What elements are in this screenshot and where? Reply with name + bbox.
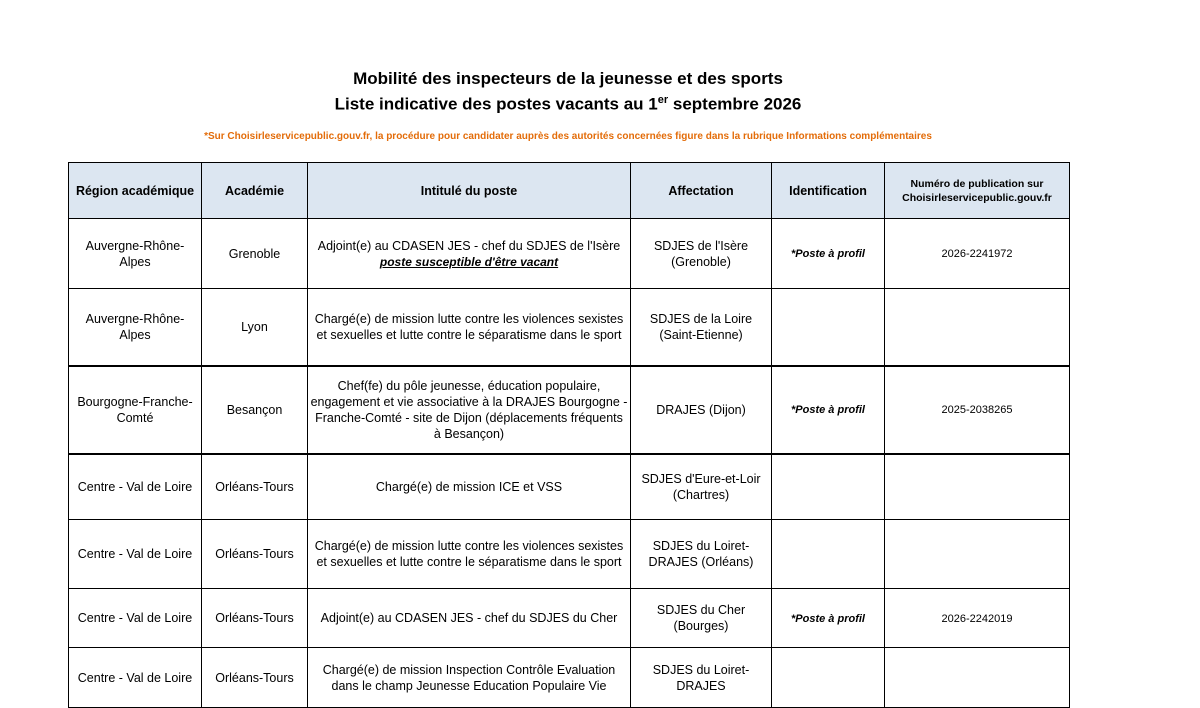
academie-cell [202, 589, 308, 648]
intitule-cell [308, 648, 631, 708]
intitule-cell-text: Chargé(e) de mission ICE et VSS [375, 479, 563, 494]
academie-cell-text: Grenoble [228, 246, 281, 261]
numero-cell [885, 454, 1070, 520]
affectation-cell [631, 454, 772, 520]
identification-cell [772, 648, 885, 708]
numero-cell-text: 2026-2242019 [941, 612, 1013, 625]
identification-cell [772, 520, 885, 589]
intitule-cell-text: Chargé(e) de mission Inspection Contrôle Evaluation dans le champ Jeunesse Education Populaire Vie [322, 662, 616, 693]
region-cell [69, 648, 202, 708]
intitule-cell [308, 520, 631, 589]
region-cell-text: Centre - Val de Loire [77, 547, 193, 561]
affectation-cell-text: SDJES du Cher (Bourges) [656, 603, 746, 633]
region-cell-text: Centre - Val de Loire [77, 479, 193, 494]
intitule-cell-text: Chargé(e) de mission lutte contre les violences sexistes et sexuelles et lutte contre le séparatisme dans le sport [314, 539, 624, 569]
identification-cell [772, 219, 885, 289]
region-cell [69, 454, 202, 520]
table-row [69, 589, 1070, 648]
header-intitule: Intitulé du poste [308, 163, 631, 219]
region-cell-text: Centre - Val de Loire [77, 611, 193, 625]
region-cell [69, 520, 202, 589]
table-row [69, 520, 1070, 589]
academie-cell-text: Orléans-Tours [215, 611, 294, 625]
subtitle-text: Liste indicative des postes vacants au 1 [334, 94, 658, 114]
intitule-cell [308, 589, 631, 648]
affectation-cell-text: SDJES de l'Isère (Grenoble) [653, 238, 749, 269]
affectation-cell-text: SDJES du Loiret-DRAJES [652, 662, 750, 693]
numero-cell [885, 219, 1070, 289]
region-cell [69, 589, 202, 648]
academie-cell [202, 289, 308, 366]
page-subtitle [0, 94, 1136, 115]
affectation-cell-text: SDJES du Loiret-DRAJES (Orléans) [648, 539, 754, 569]
table-row [69, 366, 1070, 454]
table-header [69, 163, 1070, 219]
intitule-cell-text: Adjoint(e) au CDASEN JES - chef du SDJES de l'Isère [317, 238, 621, 253]
numero-cell-text: 2026-2241972 [941, 248, 1013, 260]
academie-cell [202, 648, 308, 708]
intitule-cell-text: Adjoint(e) au CDASEN JES - chef du SDJES du Cher [320, 611, 618, 625]
academie-cell-text: Orléans-Tours [215, 547, 294, 561]
header-identification: Identification [772, 163, 885, 219]
affectation-cell [631, 219, 772, 289]
intitule-cell [308, 219, 631, 289]
page-title: Mobilité des inspecteurs de la jeunesse et des sports [353, 69, 783, 88]
academie-cell-text: Lyon [241, 319, 268, 334]
header-numero: Numéro de publication sur Choisirleservicepublic.gouv.fr [885, 163, 1070, 219]
academie-cell-text: Orléans-Tours [215, 670, 294, 685]
affectation-cell [631, 589, 772, 648]
intitule-cell [308, 289, 631, 366]
table-row [69, 648, 1070, 708]
numero-cell-text: 2025-2038265 [941, 404, 1013, 416]
identification-cell-text: *Poste à profil [791, 612, 865, 625]
header-affectation: Affectation [631, 163, 772, 219]
affectation-cell-text: SDJES d'Eure-et-Loir (Chartres) [641, 471, 761, 502]
identification-cell [772, 366, 885, 454]
region-cell [69, 289, 202, 366]
affectation-cell [631, 648, 772, 708]
region-cell-text: Centre - Val de Loire [77, 670, 193, 685]
subtitle-sup: er [657, 94, 669, 106]
numero-cell [885, 589, 1070, 648]
region-cell [69, 219, 202, 289]
region-cell [69, 366, 202, 454]
region-cell-text: Auvergne-Rhône-Alpes [85, 238, 185, 269]
affectation-cell [631, 520, 772, 589]
vacancy-note: poste susceptible d'être vacant [379, 254, 559, 269]
region-cell-text: Auvergne-Rhône-Alpes [85, 311, 185, 342]
table-row [69, 219, 1070, 289]
table-row [69, 454, 1070, 520]
intitule-cell-text: Chargé(e) de mission lutte contre les violences sexistes et sexuelles et lutte contre le séparatisme dans le sport [314, 311, 624, 342]
affectation-cell [631, 289, 772, 366]
academie-cell-text: Besançon [226, 402, 283, 417]
numero-cell [885, 520, 1070, 589]
application-note: *Sur Choisirleservicepublic.gouv.fr, la procédure pour candidater auprès des autorités concernées figure dans la rubrique Informations complémentaires [204, 131, 932, 142]
identification-cell [772, 454, 885, 520]
vacancies-table [68, 162, 1070, 708]
header-region: Région académique [69, 163, 202, 219]
header-academie: Académie [202, 163, 308, 219]
academie-cell [202, 219, 308, 289]
academie-cell-text: Orléans-Tours [215, 479, 294, 494]
intitule-cell [308, 366, 631, 454]
identification-cell-text: *Poste à profil [791, 248, 865, 260]
affectation-cell-text: SDJES de la Loire (Saint-Etienne) [649, 311, 753, 342]
identification-cell [772, 589, 885, 648]
affectation-cell-text: DRAJES (Dijon) [656, 402, 746, 417]
identification-cell-text: *Poste à profil [791, 404, 865, 416]
numero-cell [885, 289, 1070, 366]
affectation-cell [631, 366, 772, 454]
subtitle-suffix: septembre 2026 [668, 94, 802, 114]
academie-cell [202, 454, 308, 520]
academie-cell [202, 366, 308, 454]
region-cell-text: Bourgogne-Franche-Comté [77, 394, 193, 425]
table-row [69, 289, 1070, 366]
numero-cell [885, 648, 1070, 708]
academie-cell [202, 520, 308, 589]
intitule-cell [308, 454, 631, 520]
numero-cell [885, 366, 1070, 454]
intitule-cell-text: Chef(fe) du pôle jeunesse, éducation populaire, engagement et vie associative à la DRAJES Bourgogne - Franche-Comté - site de Dijon (déplacements fréquents à Besançon) [310, 378, 628, 441]
identification-cell [772, 289, 885, 366]
